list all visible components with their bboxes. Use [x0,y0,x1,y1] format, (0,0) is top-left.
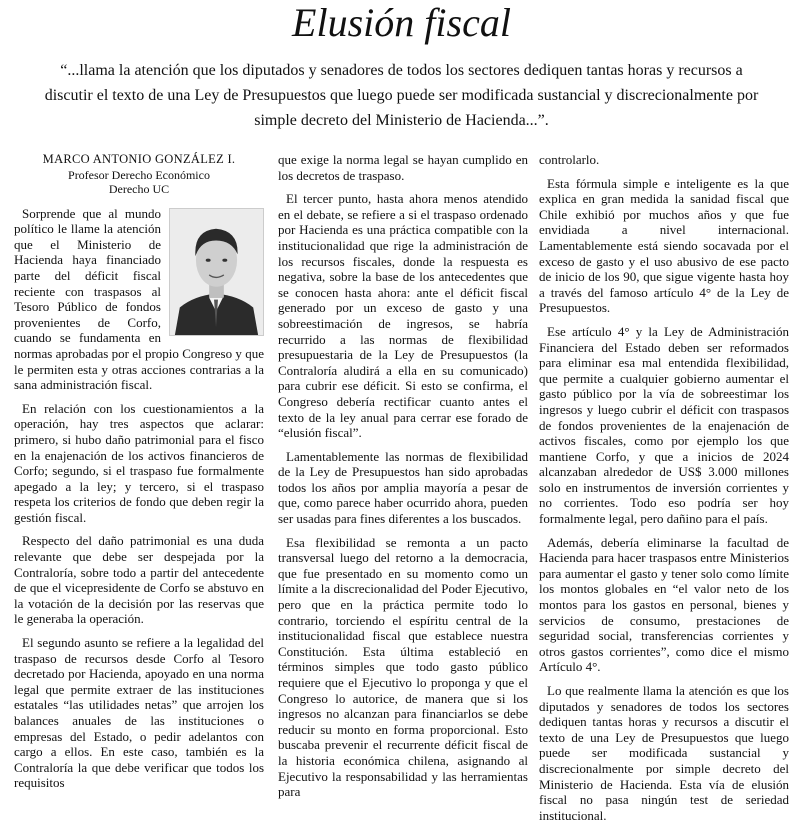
paragraph: Sorprende que al mundo político le llame la atención que el Ministerio de Hacienda haya financiado parte del déficit fiscal reciente con traspasos al Tesoro Público de fondos provenientes de Corfo, cuando se fundamenta en normas aprobadas por el propio Congreso y que le permiten esta y otras acciones contrarias a la sana administración fiscal. [14,205,264,393]
pull-quote: “...llama la atención que los diputados y senadores de todos los sectores dediquen tantas horas y recursos a discutir el texto de una Ley de Presupuestos que luego puede ser modificada sustancial y discrecionalmente por simple decreto del Ministerio de Hacienda...”. [44,62,759,129]
paragraph: Respecto del daño patrimonial es una duda relevante que debe ser despejada por la Contraloría, sobre todo a partir del antecedente de que el vicepresidente de Corfo se abstuvo en la votación de la decisión por las reservas que le generaba la operación. [14,533,264,627]
byline [14,152,264,196]
column-1 [14,152,264,799]
article-title: Elusión fiscal [292,0,511,45]
paragraph: Lo que realmente llama la atención es que los diputados y senadores de todos los sectores dediquen tantas horas y recursos a discutir el texto de una Ley de Presupuestos que luego puede ser modificada sustancial y discrecionalmente por simple decreto del Ministerio de Hacienda. Esta vía de elusión fiscal no pasa ningún test de seriedad institucional. [539,683,789,823]
author-role: Profesor Derecho Económico [68,167,210,182]
author-name: MARCO ANTONIO GONZÁLEZ I. [42,152,236,166]
paragraph: Esa flexibilidad se remonta a un pacto transversal luego del retorno a la democracia, que fue presentado en su momento como un límite a la discrecionalidad del Poder Ejecutivo, pero que en la práctica permite todo lo contrario, torciendo el espíritu central de la institucionalidad fiscal que establece nuestra Constitución. Esta última estableció en términos simples que todo gasto público requiere que el Ejecutivo lo proponga y que el Congreso lo autorice, de manera que si los ingresos no alcanzan para financiarlos se debe reducir su monto en forma proporcional. Esto buscaba prevenir el recurrente déficit fiscal de la historia económica chilena, asignando al Ejecutivo la responsabilidad y las herramientas para [278,534,528,800]
paragraph: Esta fórmula simple e inteligente es la que explica en gran medida la sanidad fiscal que Chile exhibió por muchos años y que fue envidiada a nivel internacional. Lamentablemente está siendo socavada por el exceso de gasto y el uso abusivo de ese pacto de inicio de los 90, que sigue vigente hasta hoy a través del famoso artículo 4° de la Ley de Presupuestos. [539,175,789,316]
column-3 [539,152,789,831]
paragraph: El tercer punto, hasta ahora menos atendido en el debate, se refiere a si el traspaso ordenado por Hacienda es una práctica compatible con la institucionalidad que rige la administración de los recursos fiscales, donde la respuesta es negativa, sobre la base de los antecedentes que se conocen hasta ahora: ante el déficit fiscal generado por un exceso de gasto y una sobreestimación de ingresos, se habría recurrido a las normas de flexibilidad presupuestaria de la Ley de Presupuestos (la Contraloría aludirá a ella en su comunicado) para cubrir ese déficit. Si esto se confirma, el Congreso debería rectificar cuanto antes el texto de la ley anual para cerrar ese forado de “elusión fiscal”. [278,191,528,441]
paragraph: controlarlo. [539,152,600,167]
author-affiliation: Derecho UC [108,181,170,196]
column-2 [278,152,528,808]
paragraph: que exige la norma legal se hayan cumplido en los decretos de traspaso. [278,152,528,183]
paragraph: Ese artículo 4° y la Ley de Administración Financiera del Estado deben ser reformados para eliminar esa mal entendida flexibilidad, que permite a cualquier gobierno aumentar el gasto público por la vía de sobreestimar los ingresos y luego cubrir el déficit con traspasos de fondos provenientes de la enajenación de activos fiscales, como por ejemplo los que mantiene Corfo, y que a inicios de 2024 alcanzaban alrededor de US$ 3.000 millones solo en instrumentos de inversión corrientes y no corrientes. Todo eso podría ser hoy formalmente legal, pero dañino para el país. [539,323,789,527]
author-photo [169,208,264,336]
paragraph: El segundo asunto se refiere a la legalidad del traspaso de recursos desde Corfo al Tesoro decretado por Hacienda, apoyado en una norma legal que permite extraer de las instituciones estatales “las utilidades netas” que arrojen los balances anuales de las instituciones o empresas del Estado, o pedir adelantos con cargo a ellos. En este caso, también es la Contraloría la que debe verificar que todos los requisitos [14,635,264,791]
paragraph: Lamentablemente las normas de flexibilidad de la Ley de Presupuestos han sido aprobadas todos los años por amplia mayoría a pesar de que, como parece haber ocurrido ahora, pueden ser usadas para fines diferentes a los buscados. [278,448,528,527]
paragraph: En relación con los cuestionamientos a la operación, hay tres aspectos que aclarar: primero, si hubo daño patrimonial para el fisco en la enajenación de los activos financieros de Corfo; segundo, si el traspaso fue formalmente apegado a la ley; y tercero, si el traspaso respeta los criterios de fondo que deben regir la gestión fiscal. [14,400,264,525]
paragraph: Además, debería eliminarse la facultad de Hacienda para hacer traspasos entre Ministerios para aumentar el gasto y tener solo como límite los montos globales en “el valor neto de los montos para los gastos en personal, bienes y servicios de consumo, prestaciones de seguridad social, transferencias corrientes y otros gastos corrientes”, como dice el mismo Artículo 4°. [539,534,789,675]
